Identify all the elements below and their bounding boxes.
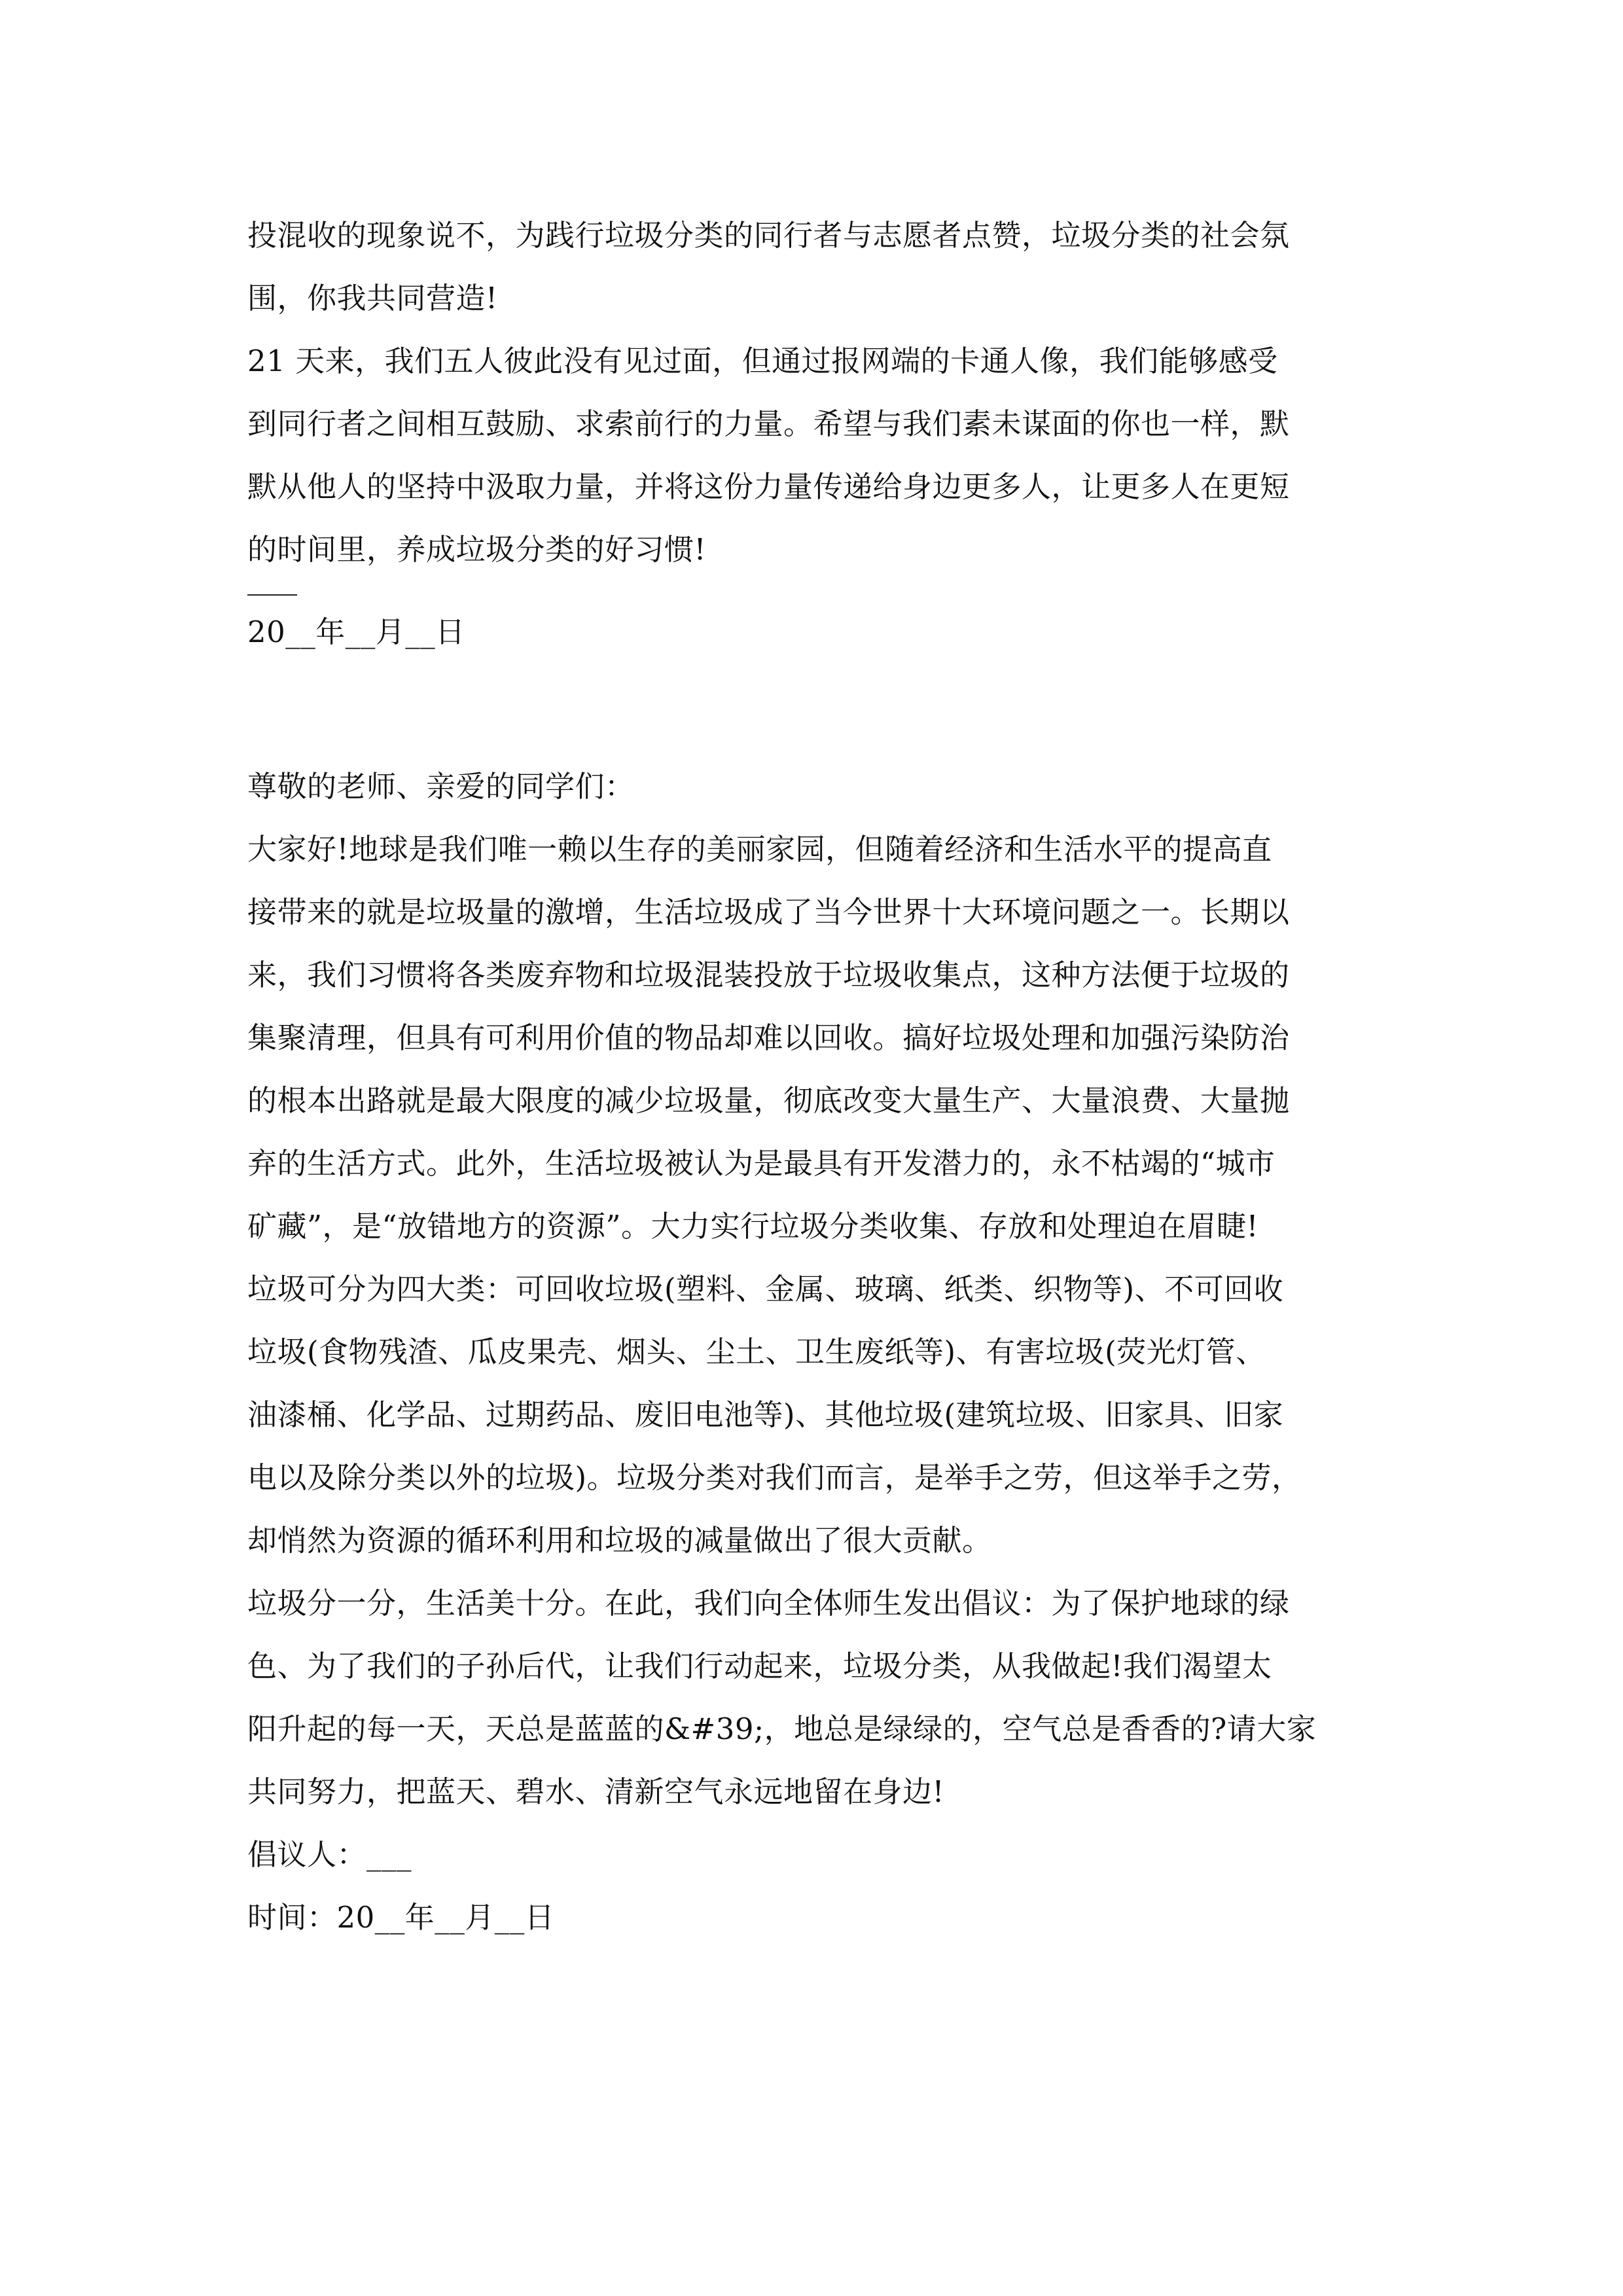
paragraph-line: 来，我们习惯将各类废弃物和垃圾混装投放于垃圾收集点，这种方法便于垃圾的 [247, 958, 1290, 992]
paragraph-line: 的时间里，养成垃圾分类的好习惯! [247, 532, 707, 567]
section-2-body [247, 755, 1389, 1949]
section-gap [247, 664, 1389, 755]
paragraph-line: 色、为了我们的子孙后代，让我们行动起来，垃圾分类，从我做起!我们渴望太 [247, 1649, 1272, 1683]
paragraph-line: 大家好!地球是我们唯一赖以生存的美丽家园，但随着经济和生活水平的提高直 [247, 832, 1272, 867]
document-page [247, 204, 1389, 1949]
paragraph-line: 共同努力，把蓝天、碧水、清新空气永远地留在身边! [247, 1774, 945, 1809]
date-line: 20__年__月__日 [247, 615, 465, 649]
paragraph-line: 电以及除分类以外的垃圾)。垃圾分类对我们而言，是举手之劳，但这举手之劳， [247, 1460, 1302, 1495]
paragraph-line: 的根本出路就是最大限度的减少垃圾量，彻底改变大量生产、大量浪费、大量抛 [247, 1083, 1290, 1118]
paragraph-line: 到同行者之间相互鼓励、求索前行的力量。希望与我们素未谋面的你也一样，默 [247, 406, 1290, 441]
paragraph-line: 油漆桶、化学品、过期药品、废旧电池等)、其他垃圾(建筑垃圾、旧家具、旧家 [247, 1397, 1284, 1432]
section-1-body [247, 204, 1389, 581]
paragraph-line: 集聚清理，但具有可利用价值的物品却难以回收。搞好垃圾处理和加强污染防治 [247, 1020, 1290, 1055]
paragraph-line: 垃圾(食物残渣、瓜皮果壳、烟头、尘土、卫生废纸等)、有害垃圾(荧光灯管、 [247, 1335, 1266, 1369]
time-line: 时间：20__年__月__日 [247, 1900, 555, 1935]
initiator-line: 倡议人：___ [247, 1837, 412, 1872]
paragraph-line: 默从他人的坚持中汲取力量，并将这份力量传递给身边更多人，让更多人在更短 [247, 469, 1290, 504]
paragraph-line: 21 天来，我们五人彼此没有见过面，但通过报网端的卡通人像，我们能够感受 [247, 344, 1278, 378]
signature-blank [247, 594, 297, 596]
paragraph-line: 弃的生活方式。此外，生活垃圾被认为是最具有开发潜力的，永不枯竭的“城市 [247, 1146, 1275, 1181]
paragraph-line: 却悄然为资源的循环利用和垃圾的减量做出了很大贡献。 [247, 1523, 992, 1558]
paragraph-line: 投混收的现象说不，为践行垃圾分类的同行者与志愿者点赞，垃圾分类的社会氛 [247, 218, 1290, 253]
paragraph-line: 围，你我共同营造! [247, 281, 498, 315]
paragraph-line: 垃圾分一分，生活美十分。在此，我们向全体师生发出倡议：为了保护地球的绿 [247, 1586, 1290, 1621]
paragraph-line: 阳升起的每一天，天总是蓝蓝的&#39;，地总是绿绿的，空气总是香香的?请大家 [247, 1712, 1317, 1746]
paragraph-line: 接带来的就是垃圾量的激增，生活垃圾成了当今世界十大环境问题之一。长期以 [247, 895, 1290, 929]
greeting: 尊敬的老师、亲爱的同学们： [247, 769, 635, 804]
paragraph-line: 垃圾可分为四大类：可回收垃圾(塑料、金属、玻璃、纸类、织物等)、不可回收 [247, 1272, 1284, 1306]
paragraph-line: 矿藏”，是“放错地方的资源”。大力实行垃圾分类收集、存放和处理迫在眉睫! [247, 1209, 1259, 1244]
